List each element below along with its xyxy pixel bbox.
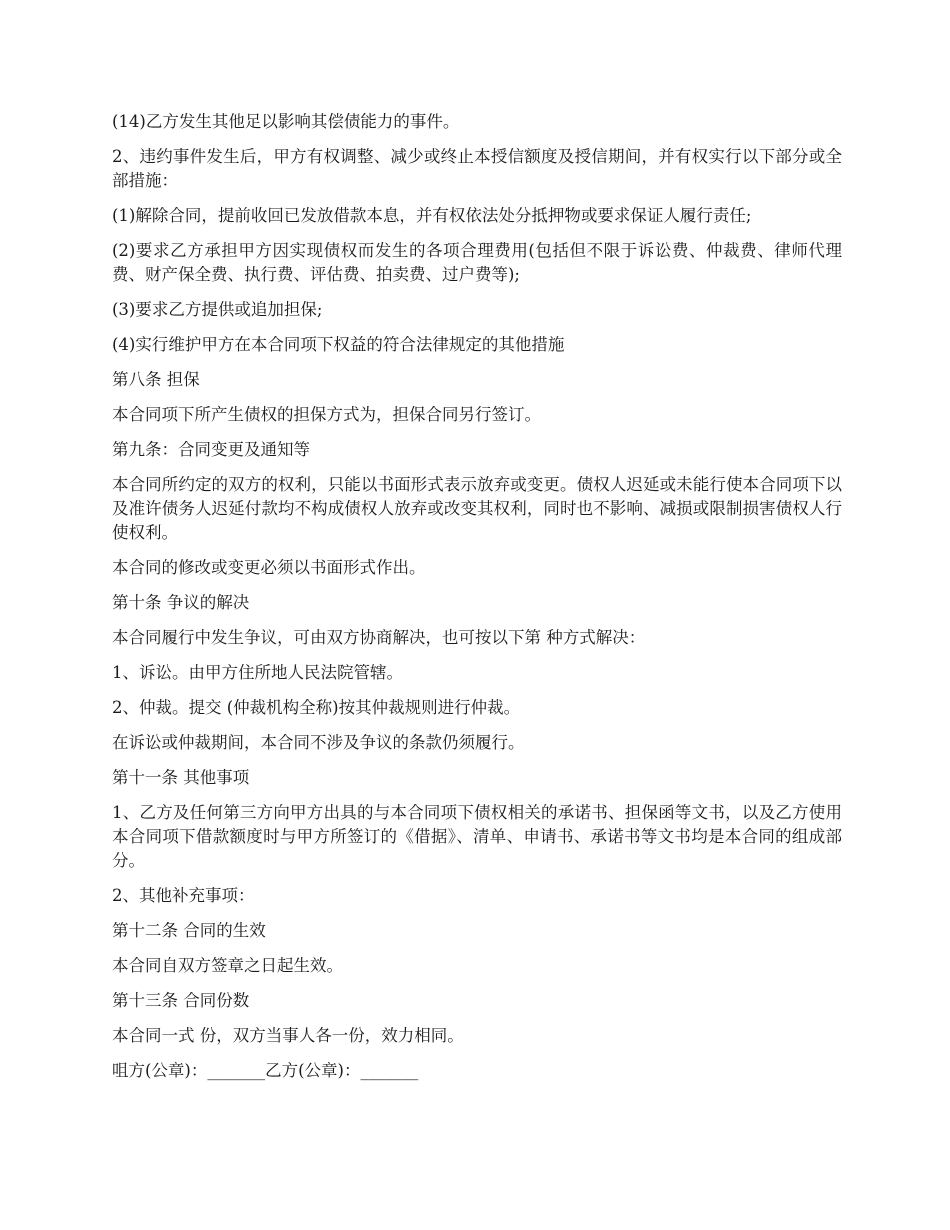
article-10-text-2: 在诉讼或仲裁期间，本合同不涉及争议的条款仍须履行。 [112,733,525,752]
article-8-text: 本合同项下所产生债权的担保方式为，担保合同另行签订。 [112,405,541,424]
clause-item-14: (14)乙方发生其他足以影响其偿债能力的事件。 [112,112,460,131]
article-12-heading: 第十二条 合同的生效 [112,921,266,940]
article-11-item-1: 1、乙方及任何第三方向甲方出具的与本合同项下债权相关的承诺书、担保函等文书，以及乙方使用本合同项下借款额度时与甲方所签订的《借据》、清单、申请书、承诺书等文书均是本合同的组成部分。 [112,803,842,870]
remedy-item-4: (4)实行维护甲方在本合同项下权益的符合法律规定的其他措施 [112,335,565,354]
article-13-heading: 第十三条 合同份数 [112,991,250,1010]
article-10-text: 本合同履行中发生争议，可由双方协商解决，也可按以下第 种方式解决： [112,628,646,647]
article-10-item-1: 1、诉讼。由甲方住所地人民法院管辖。 [112,663,403,682]
article-8-heading: 第八条 担保 [112,370,200,389]
signature-line: 咀方(公章)：_______乙方(公章)：_______ [112,1061,419,1080]
article-9-heading: 第九条：合同变更及通知等 [112,440,310,459]
clause-default-remedies: 2、违约事件发生后，甲方有权调整、减少或终止本授信额度及授信期间，并有权实行以下部分或全部措施： [112,147,842,190]
article-9-text-2: 本合同的修改或变更必须以书面形式作出。 [112,558,426,577]
article-10-item-2: 2、仲裁。提交 (仲裁机构全称)按其仲裁规则进行仲裁。 [112,698,521,717]
article-9-text-1: 本合同所约定的双方的权利，只能以书面形式表示放弃或变更。债权人迟延或未能行使本合同项下以及准许债务人迟延付款均不构成债权人放弃或改变其权利，同时也不影响、减损或限制损害债权人行使权利。 [112,475,842,542]
article-12-text: 本合同自双方签章之日起生效。 [112,956,343,975]
remedy-item-3: (3)要求乙方提供或追加担保; [112,300,323,319]
remedy-item-1: (1)解除合同，提前收回已发放借款本息，并有权依法处分抵押物或要求保证人履行责任; [112,206,752,225]
article-11-heading: 第十一条 其他事项 [112,768,250,787]
document-body [112,110,842,1094]
article-10-heading: 第十条 争议的解决 [112,593,250,612]
article-13-text: 本合同一式 份，双方当事人各一份，效力相同。 [112,1026,464,1045]
article-11-item-2: 2、其他补充事项： [112,886,255,905]
remedy-item-2: (2)要求乙方承担甲方因实现债权而发生的各项合理费用(包括但不限于诉讼费、仲裁费、律师代理费、财产保全费、执行费、评估费、拍卖费、过户费等); [112,241,842,284]
